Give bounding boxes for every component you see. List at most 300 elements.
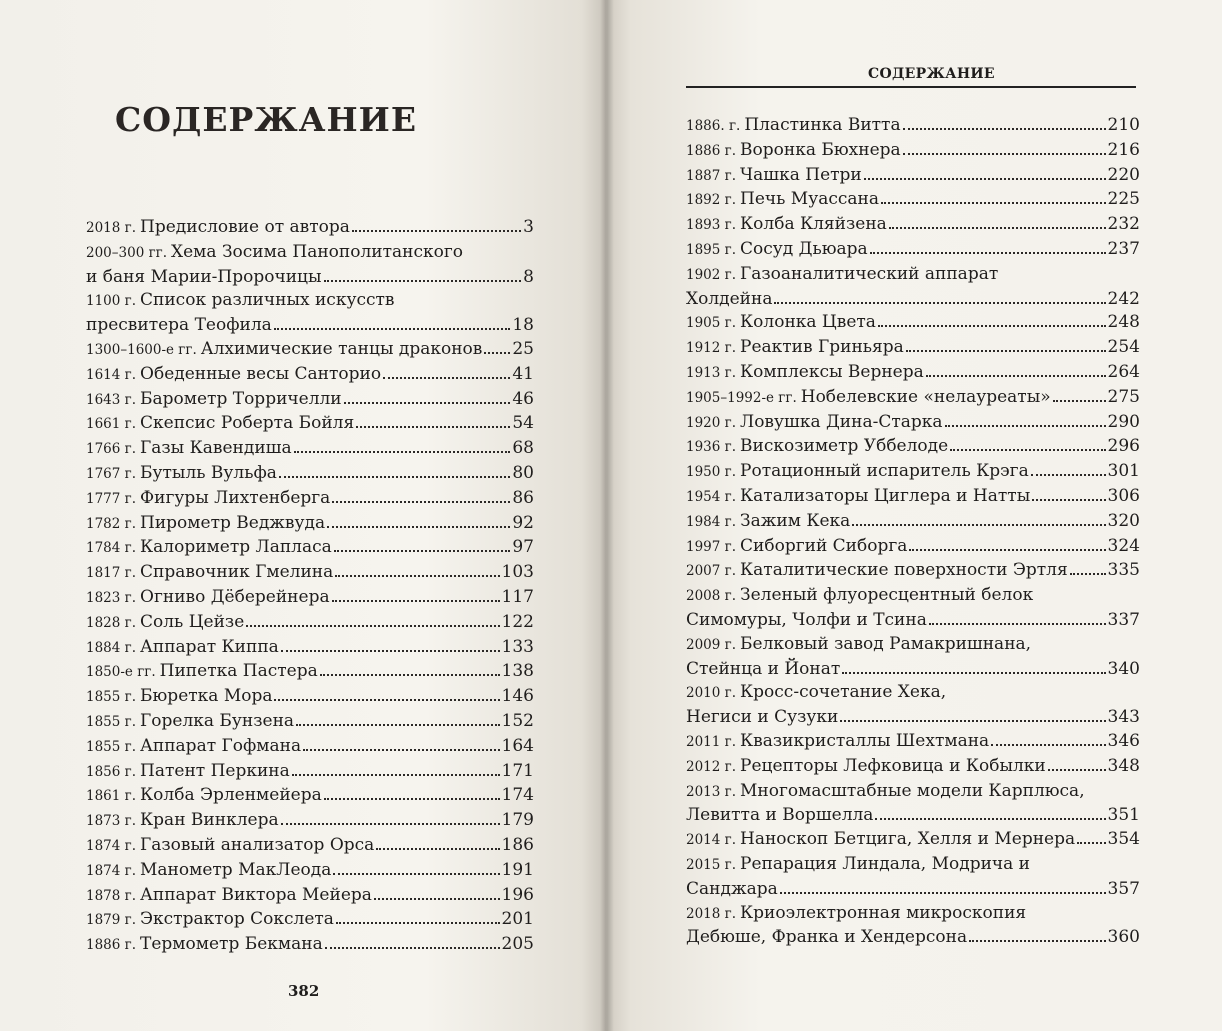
toc-entry-line — [86, 834, 534, 859]
entry-year: 1912 г. — [686, 340, 737, 357]
toc-entry-line — [86, 685, 534, 710]
entry-title: Скепсис Роберта Бойля — [140, 413, 355, 434]
toc-entry-line — [86, 884, 534, 909]
entry-year: 1887 г. — [686, 167, 737, 184]
toc-entry-line — [86, 462, 534, 487]
dot-leader — [903, 128, 1106, 130]
toc-entry[interactable] — [686, 386, 1140, 411]
toc-entry-line — [86, 216, 534, 241]
toc-entry[interactable] — [686, 730, 1140, 755]
entry-page-number: 8 — [523, 266, 534, 287]
toc-entry-line — [686, 633, 1140, 658]
toc-entry[interactable] — [86, 437, 534, 462]
toc-entry[interactable] — [686, 336, 1140, 361]
toc-entry[interactable] — [86, 487, 534, 512]
entry-title: Аппарат Киппа — [140, 636, 279, 657]
entry-page-number: 41 — [512, 363, 534, 384]
toc-entry-line — [86, 735, 534, 760]
toc-entry-line — [686, 780, 1140, 805]
dot-leader — [926, 375, 1106, 377]
toc-entry-line — [686, 164, 1140, 189]
entry-year: 1855 г. — [86, 738, 137, 755]
toc-entry-line — [86, 636, 534, 661]
entry-title-continued: Стейнца и Йонат — [686, 658, 841, 679]
toc-entry[interactable] — [86, 512, 534, 537]
toc-entry[interactable] — [86, 241, 534, 290]
dot-leader — [1077, 842, 1105, 844]
entry-year: 1920 г. — [686, 414, 737, 431]
toc-entry[interactable] — [686, 584, 1140, 633]
entry-title: Комплексы Вернера — [740, 361, 924, 382]
dot-leader — [1032, 499, 1105, 501]
dot-leader — [281, 823, 500, 825]
entry-page-number: 152 — [501, 710, 534, 731]
entry-title: Зажим Кека — [740, 510, 851, 531]
dot-leader — [903, 153, 1106, 155]
entry-year: 1856 г. — [86, 763, 137, 780]
entry-title: Пластинка Витта — [744, 115, 901, 135]
entry-page-number: 46 — [512, 388, 534, 409]
dot-leader — [1031, 474, 1106, 476]
toc-entry-line — [686, 288, 1140, 312]
entry-title: Белковый завод Рамакришнана, — [740, 633, 1032, 654]
entry-year: 1905 г. — [686, 315, 737, 332]
dot-leader — [274, 328, 511, 330]
entry-title: Чашка Петри — [740, 164, 862, 185]
toc-entry-line — [686, 336, 1140, 361]
entry-year: 1300–1600-е гг. — [86, 341, 197, 358]
entry-page-number: 18 — [512, 315, 534, 336]
toc-entry[interactable] — [86, 760, 534, 785]
entry-year: 1874 г. — [86, 837, 137, 854]
entry-title: Аппарат Виктора Мейера — [140, 884, 372, 905]
entry-page-number: 306 — [1107, 485, 1140, 506]
dot-leader — [852, 524, 1105, 526]
entry-year: 1767 г. — [86, 465, 137, 482]
entry-page-number: 97 — [512, 537, 534, 558]
toc-entry[interactable] — [86, 611, 534, 636]
toc-entry[interactable] — [86, 363, 534, 388]
entry-page-number: 138 — [501, 661, 534, 682]
toc-entry-line — [686, 584, 1140, 609]
entry-title: Предисловие от автора — [140, 217, 350, 237]
entry-title: Бутыль Вульфа — [140, 462, 277, 483]
toc-entry[interactable] — [686, 114, 1140, 139]
dot-leader — [376, 848, 499, 850]
entry-year: 1873 г. — [86, 813, 137, 830]
toc-entry-line — [686, 361, 1140, 386]
toc-entry-line — [686, 238, 1140, 263]
dot-leader — [327, 526, 510, 528]
entry-year: 1855 г. — [86, 689, 137, 706]
toc-entry[interactable] — [686, 510, 1140, 535]
dot-leader — [774, 302, 1105, 304]
entry-page-number: 25 — [512, 338, 534, 359]
toc-entry[interactable] — [86, 536, 534, 561]
toc-entry[interactable] — [686, 361, 1140, 386]
dot-leader — [334, 550, 511, 552]
entry-year: 1777 г. — [86, 490, 137, 507]
toc-entry-line — [86, 487, 534, 512]
entry-title: Нобелевские «нелауреаты» — [800, 386, 1051, 407]
dot-leader — [296, 724, 500, 726]
entry-page-number: 337 — [1107, 609, 1140, 630]
entry-page-number: 86 — [512, 487, 534, 508]
book-gutter — [600, 0, 614, 1031]
toc-entry[interactable] — [86, 908, 534, 933]
toc-entry-line — [86, 809, 534, 834]
entry-page-number: 335 — [1107, 560, 1140, 581]
toc-entry-line — [686, 658, 1140, 682]
toc-entry[interactable] — [86, 834, 534, 859]
entry-year: 1782 г. — [86, 515, 137, 532]
toc-entry-line — [686, 411, 1140, 436]
toc-entry[interactable] — [686, 828, 1140, 853]
toc-entry-line — [686, 213, 1140, 238]
entry-title: Кросс-сочетание Хека, — [740, 682, 947, 703]
toc-entry-line — [86, 412, 534, 437]
entry-page-number: 122 — [501, 611, 534, 632]
dot-leader — [336, 922, 500, 924]
entry-page-number: 210 — [1107, 115, 1140, 135]
toc-entry-line — [686, 510, 1140, 535]
dot-leader — [332, 600, 500, 602]
toc-entry-line — [686, 559, 1140, 584]
entry-title: Сосуд Дьюара — [740, 238, 868, 259]
toc-entry-line — [686, 311, 1140, 336]
toc-entry-line — [686, 828, 1140, 853]
entry-page-number: 133 — [501, 636, 534, 657]
toc-entry[interactable] — [86, 289, 534, 338]
toc-entry[interactable] — [686, 188, 1140, 213]
entry-page-number: 248 — [1107, 312, 1140, 333]
entry-title-continued: Дебюше, Франка и Хендерсона — [686, 927, 968, 948]
toc-entry[interactable] — [686, 164, 1140, 189]
toc-entry[interactable] — [686, 633, 1140, 682]
entry-title: Катализаторы Циглера и Натты — [740, 485, 1031, 506]
toc-entry-line — [686, 706, 1140, 730]
toc-entry-line — [686, 681, 1140, 706]
entry-page-number: 164 — [501, 735, 534, 756]
entry-title: Криоэлектронная микроскопия — [740, 902, 1027, 923]
entry-title: Ротационный испаритель Крэга — [740, 461, 1029, 482]
toc-entry-line — [86, 561, 534, 586]
entry-title: Воронка Бюхнера — [740, 139, 901, 160]
toc-entry[interactable] — [686, 460, 1140, 485]
entry-year: 2014 г. — [686, 832, 737, 849]
dot-leader — [969, 940, 1105, 942]
dot-leader — [909, 549, 1105, 551]
dot-leader — [374, 898, 500, 900]
entry-page-number: 360 — [1107, 927, 1140, 948]
entry-year: 2009 г. — [686, 636, 737, 653]
toc-entry[interactable] — [686, 485, 1140, 510]
entry-title: Аппарат Гофмана — [140, 735, 302, 756]
toc-list-right — [686, 114, 1140, 950]
entry-title: Колба Кляйзена — [740, 214, 887, 235]
entry-year: 200–300 гг. — [86, 244, 168, 261]
toc-entry-line — [86, 314, 534, 338]
toc-entry[interactable] — [686, 411, 1140, 436]
entry-title-continued: Холдейна — [686, 288, 773, 309]
toc-entry[interactable] — [86, 561, 534, 586]
entry-title: Калориметр Лапласа — [140, 537, 332, 558]
toc-entry-line — [86, 859, 534, 884]
entry-title-continued: Симомуры, Чолфи и Тсина — [686, 609, 927, 630]
entry-title: Ловушка Дина-Старка — [740, 411, 943, 432]
entry-year: 1100 г. — [86, 293, 137, 310]
entry-title: Колба Эрленмейера — [140, 785, 322, 806]
entry-year: 1984 г. — [686, 513, 737, 530]
toc-entry[interactable] — [686, 902, 1140, 951]
entry-page-number: 354 — [1107, 829, 1140, 850]
dot-leader — [303, 749, 499, 751]
dot-leader — [484, 352, 510, 354]
dot-leader — [324, 798, 500, 800]
entry-year: 1954 г. — [686, 488, 737, 505]
toc-entry[interactable] — [686, 139, 1140, 164]
entry-year: 2013 г. — [686, 783, 737, 800]
entry-title: Барометр Торричелли — [140, 388, 342, 409]
toc-entry-line — [86, 363, 534, 388]
header-rule — [686, 86, 1136, 88]
left-page — [0, 0, 606, 1031]
toc-entry[interactable] — [86, 586, 534, 611]
toc-entry-line — [686, 263, 1140, 288]
toc-entry[interactable] — [686, 681, 1140, 730]
entry-year: 1886 г. — [86, 937, 137, 954]
entry-year: 2015 г. — [686, 856, 737, 873]
entry-page-number: 146 — [501, 686, 534, 707]
dot-leader — [864, 178, 1106, 180]
dot-leader — [352, 230, 521, 232]
toc-entry-line — [686, 139, 1140, 164]
toc-entry[interactable] — [86, 412, 534, 437]
toc-entry-line — [686, 114, 1140, 139]
toc-entry[interactable] — [86, 859, 534, 884]
toc-entry[interactable] — [686, 263, 1140, 312]
entry-year: 2018 г. — [86, 220, 137, 236]
entry-title: Зеленый флуоресцентный белок — [740, 585, 1034, 606]
entry-page-number: 174 — [501, 785, 534, 806]
entry-year: 1913 г. — [686, 364, 737, 381]
toc-entry-line — [86, 710, 534, 735]
entry-title: Газы Кавендиша — [140, 438, 292, 459]
entry-year: 2011 г. — [686, 733, 737, 750]
entry-page-number: 232 — [1107, 214, 1140, 235]
page-title: СОДЕРЖАНИЕ — [115, 100, 418, 139]
dot-leader — [320, 674, 500, 676]
entry-title: Фигуры Лихтенберга — [140, 487, 331, 508]
entry-year: 2018 г. — [686, 905, 737, 922]
dot-leader — [945, 425, 1106, 427]
toc-entry[interactable] — [86, 636, 534, 661]
toc-entry[interactable] — [86, 784, 534, 809]
dot-leader — [906, 350, 1106, 352]
dot-leader — [292, 774, 500, 776]
entry-title: Газоаналитический аппарат — [740, 263, 999, 284]
entry-year: 1823 г. — [86, 589, 137, 606]
toc-entry-line — [86, 338, 534, 363]
entry-title: Пипетка Пастера — [159, 661, 318, 682]
entry-year: 1784 г. — [86, 540, 137, 557]
dot-leader — [889, 227, 1106, 229]
toc-entry[interactable] — [86, 660, 534, 685]
entry-year: 1886 г. — [686, 142, 737, 159]
dot-leader — [294, 451, 511, 453]
entry-year: 1661 г. — [86, 416, 137, 433]
entry-page-number: 191 — [501, 859, 534, 880]
entry-year: 1855 г. — [86, 713, 137, 730]
toc-entry[interactable] — [686, 435, 1140, 460]
toc-entry[interactable] — [686, 853, 1140, 902]
entry-title-continued: Негиси и Сузуки — [686, 707, 839, 728]
toc-entry[interactable] — [86, 735, 534, 760]
toc-entry-line — [686, 485, 1140, 510]
entry-title: Печь Муассана — [740, 189, 879, 210]
entry-page-number: 3 — [523, 217, 534, 237]
dot-leader — [875, 818, 1105, 820]
entry-year: 2012 г. — [686, 758, 737, 775]
entry-title: Справочник Гмелина — [140, 562, 334, 583]
dot-leader — [991, 744, 1105, 746]
entry-title-continued: и баня Марии-Пророчицы — [86, 266, 322, 287]
dot-leader — [383, 377, 510, 379]
entry-page-number: 220 — [1107, 164, 1140, 185]
entry-title-continued: пресвитера Теофила — [86, 315, 272, 336]
toc-entry[interactable] — [86, 388, 534, 413]
entry-year: 1850-е гг. — [86, 664, 156, 681]
entry-page-number: 343 — [1107, 707, 1140, 728]
dot-leader — [279, 476, 510, 478]
entry-page-number: 54 — [512, 413, 534, 434]
toc-entry-line — [686, 804, 1140, 828]
entry-title: Список различных искусств — [140, 290, 395, 311]
entry-page-number: 171 — [501, 760, 534, 781]
entry-title: Алхимические танцы драконов — [200, 338, 483, 359]
entry-page-number: 186 — [501, 834, 534, 855]
toc-entry-line — [86, 241, 534, 266]
dot-leader — [274, 699, 499, 701]
toc-entry[interactable] — [86, 710, 534, 735]
dot-leader — [881, 202, 1106, 204]
entry-page-number: 320 — [1107, 510, 1140, 531]
entry-title: Вискозиметр Уббелоде — [740, 436, 949, 457]
toc-entry-line — [86, 266, 534, 290]
entry-year: 1936 г. — [686, 439, 737, 456]
entry-page-number: 348 — [1107, 755, 1140, 776]
entry-page-number: 264 — [1107, 361, 1140, 382]
toc-entry-line — [86, 611, 534, 636]
entry-title-continued: Санджара — [686, 878, 778, 899]
dot-leader — [1048, 769, 1106, 771]
entry-year: 1892 г. — [686, 192, 737, 209]
toc-entry[interactable] — [86, 216, 534, 241]
toc-entry-line — [86, 586, 534, 611]
entry-year: 1643 г. — [86, 391, 137, 408]
dot-leader — [842, 672, 1105, 674]
right-page — [606, 0, 1222, 1031]
entry-title: Обеденные весы Санторио — [140, 363, 382, 384]
dot-leader — [840, 720, 1105, 722]
toc-entry-line — [86, 289, 534, 314]
toc-entry-line — [86, 908, 534, 933]
toc-entry[interactable] — [686, 755, 1140, 780]
toc-entry[interactable] — [86, 884, 534, 909]
entry-year: 1879 г. — [86, 912, 137, 929]
entry-title: Квазикристаллы Шехтмана — [740, 730, 990, 751]
toc-entry[interactable] — [86, 462, 534, 487]
entry-title: Термометр Бекмана — [140, 934, 323, 955]
toc-entry-line — [686, 853, 1140, 878]
entry-page-number: 216 — [1107, 139, 1140, 160]
entry-title: Колонка Цвета — [740, 312, 876, 333]
entry-title: Кран Винклера — [140, 810, 279, 831]
entry-year: 1884 г. — [86, 639, 137, 656]
entry-year: 1895 г. — [686, 241, 737, 258]
toc-entry[interactable] — [686, 535, 1140, 560]
toc-entry[interactable] — [686, 559, 1140, 584]
entry-year: 1902 г. — [686, 266, 737, 283]
toc-entry[interactable] — [86, 933, 534, 958]
dot-leader — [870, 252, 1106, 254]
toc-entry[interactable] — [86, 338, 534, 363]
entry-page-number: 68 — [512, 438, 534, 459]
dot-leader — [356, 426, 510, 428]
toc-entry[interactable] — [686, 780, 1140, 829]
entry-title: Горелка Бунзена — [140, 710, 295, 731]
entry-year: 1614 г. — [86, 366, 137, 383]
entry-page-number: 80 — [512, 462, 534, 483]
entry-page-number: 179 — [501, 810, 534, 831]
entry-title: Сиборгий Сиборга — [740, 535, 908, 556]
entry-title: Репарация Линдала, Модрича и — [740, 853, 1031, 874]
entry-year: 1997 г. — [686, 538, 737, 555]
entry-page-number: 351 — [1107, 805, 1140, 826]
entry-title: Патент Перкина — [140, 760, 290, 781]
toc-entry[interactable] — [86, 809, 534, 834]
entry-page-number: 103 — [501, 562, 534, 583]
toc-entry-line — [686, 609, 1140, 633]
dot-leader — [780, 892, 1106, 894]
entry-year: 2007 г. — [686, 563, 737, 580]
toc-entry-line — [686, 535, 1140, 560]
entry-page-number: 225 — [1107, 189, 1140, 210]
entry-title: Каталитические поверхности Эртля — [740, 560, 1068, 581]
dot-leader — [1070, 573, 1106, 575]
entry-title: Пирометр Веджвуда — [140, 512, 326, 533]
dot-leader — [929, 623, 1106, 625]
entry-year: 1874 г. — [86, 862, 137, 879]
entry-page-number: 242 — [1107, 288, 1140, 309]
entry-page-number: 237 — [1107, 238, 1140, 259]
entry-page-number: 301 — [1107, 461, 1140, 482]
running-head: СОДЕРЖАНИЕ — [868, 66, 995, 82]
entry-title: Рецепторы Лефковица и Кобылки — [740, 755, 1046, 776]
entry-title: Реактив Гриньяра — [740, 337, 904, 358]
entry-year: 1878 г. — [86, 887, 137, 904]
dot-leader — [344, 402, 511, 404]
toc-entry[interactable] — [686, 238, 1140, 263]
toc-entry-line — [686, 926, 1140, 950]
entry-page-number: 290 — [1107, 411, 1140, 432]
toc-entry[interactable] — [686, 311, 1140, 336]
toc-entry[interactable] — [686, 213, 1140, 238]
entry-year: 1766 г. — [86, 441, 137, 458]
toc-entry-line — [686, 902, 1140, 927]
toc-entry[interactable] — [86, 685, 534, 710]
entry-title: Газовый анализатор Орса — [140, 834, 375, 855]
